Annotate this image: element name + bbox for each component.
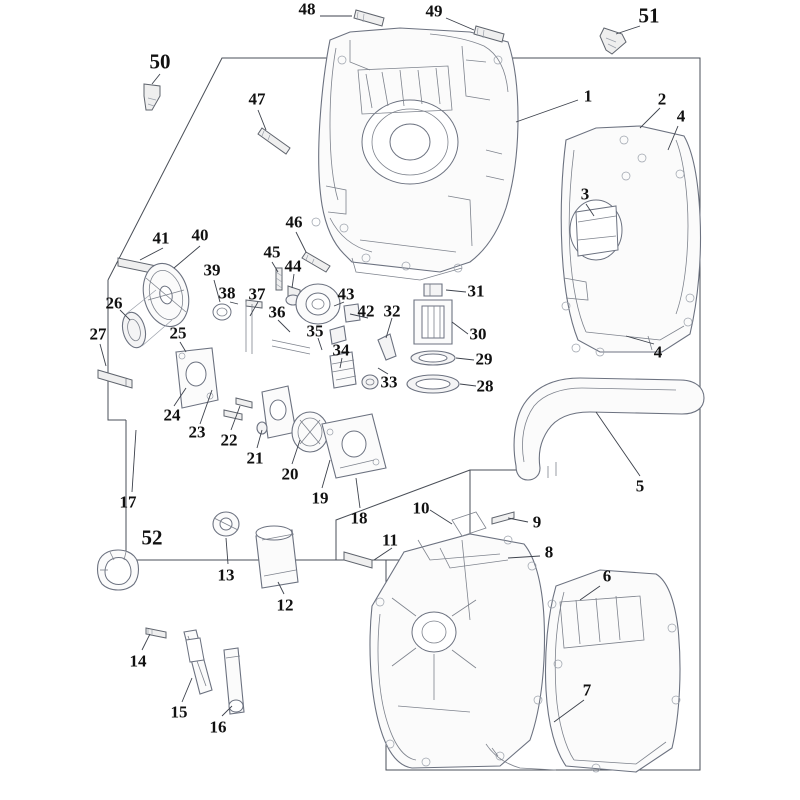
callout-number-28: 28 [476, 376, 494, 396]
callout-number-37: 37 [248, 284, 266, 304]
callout-number-1: 1 [583, 86, 593, 106]
callout-number-4: 4 [653, 342, 663, 362]
callout-number-30: 30 [469, 324, 487, 344]
callout-number-14: 14 [129, 651, 147, 671]
callout-number-38: 38 [218, 283, 236, 303]
callout-number-36: 36 [268, 302, 286, 322]
callout-number-9: 9 [532, 512, 542, 532]
callout-number-40: 40 [191, 225, 209, 245]
callout-number-4: 4 [676, 106, 686, 126]
callout-number-33: 33 [380, 372, 398, 392]
callout-number-42: 42 [357, 301, 375, 321]
callout-number-10: 10 [412, 498, 430, 518]
callout-number-50: 50 [149, 49, 171, 74]
part-oil-strainer-stack [407, 284, 459, 393]
part-pins-springs [213, 268, 310, 354]
callout-number-45: 45 [263, 242, 281, 262]
callout-number-21: 21 [246, 448, 264, 468]
callout-number-24: 24 [163, 405, 181, 425]
callout-number-18: 18 [350, 508, 368, 528]
part-breather-hose [514, 378, 704, 480]
callout-number-17: 17 [119, 492, 137, 512]
callout-number-2: 2 [657, 89, 667, 109]
callout-number-29: 29 [475, 349, 493, 369]
callout-number-32: 32 [383, 301, 401, 321]
callout-number-31: 31 [467, 281, 485, 301]
callout-number-6: 6 [602, 566, 612, 586]
callout-number-11: 11 [381, 530, 399, 550]
callout-number-27: 27 [89, 324, 107, 344]
callout-number-7: 7 [582, 680, 592, 700]
callout-number-49: 49 [425, 1, 443, 21]
callout-number-34: 34 [332, 340, 350, 360]
callout-number-39: 39 [203, 260, 221, 280]
callout-number-16: 16 [209, 717, 227, 737]
callout-number-20: 20 [281, 464, 299, 484]
callout-number-52: 52 [141, 525, 163, 550]
callout-number-51: 51 [638, 3, 660, 28]
callout-number-15: 15 [170, 702, 188, 722]
callout-number-23: 23 [188, 422, 206, 442]
callout-number-19: 19 [311, 488, 329, 508]
callout-number-44: 44 [284, 256, 302, 276]
callout-number-22: 22 [220, 430, 238, 450]
callout-number-46: 46 [285, 212, 303, 232]
callout-number-41: 41 [152, 228, 170, 248]
callout-number-12: 12 [276, 595, 294, 615]
part-small-hardware [146, 628, 244, 714]
callout-number-13: 13 [217, 565, 235, 585]
callout-number-47: 47 [248, 89, 266, 109]
part-lock-ring [98, 550, 139, 590]
callout-number-26: 26 [105, 293, 123, 313]
part-oil-pump-assembly [176, 348, 386, 478]
part-right-cover [561, 126, 700, 356]
callout-number-8: 8 [544, 542, 554, 562]
callout-number-48: 48 [298, 0, 316, 19]
callout-number-25: 25 [169, 323, 187, 343]
callout-number-3: 3 [580, 184, 590, 204]
callout-number-35: 35 [306, 321, 324, 341]
part-upper-crankcase [312, 28, 518, 280]
callout-number-43: 43 [337, 284, 355, 304]
callout-number-5: 5 [635, 476, 645, 496]
